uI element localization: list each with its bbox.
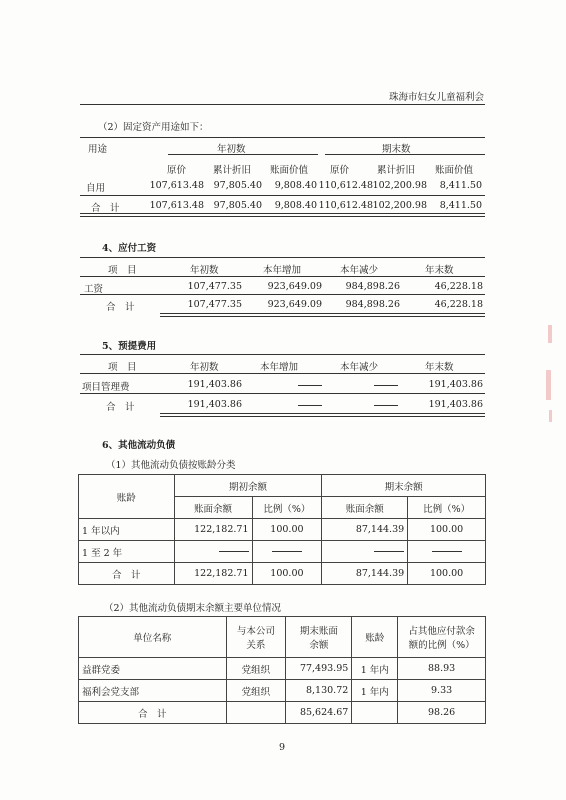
unit-h-name: 单位名称 (79, 617, 227, 658)
unit-h-pct (398, 617, 486, 658)
s4-h-inc: 本年增加 (263, 265, 302, 276)
s5-bottom-rule (160, 413, 485, 417)
fixed-cell: 9,808.40 (274, 200, 317, 211)
fixed-cell: 97,805.40 (213, 180, 262, 191)
s4-cell: 923,649.09 (267, 299, 322, 310)
fixed-assets-title: （2）固定资产用途如下： (98, 122, 209, 133)
section-6-sub1: （1）其他流动负债按账龄分类 (106, 460, 236, 471)
s4-bottom-rule (160, 313, 485, 317)
unit-age: 1 年内 (352, 680, 398, 702)
unit-age (352, 702, 398, 724)
fixed-bottom-rule (80, 213, 485, 217)
aging-h-age: 账龄 (79, 475, 175, 519)
s4-h-begin: 年初数 (190, 265, 219, 276)
aging-table (78, 474, 486, 585)
unit-h-bal-2: 余额 (309, 640, 329, 651)
fixed-begin-underline (168, 154, 318, 155)
s4-top-rule (80, 257, 485, 258)
aging-total-label: 合 计 (79, 563, 175, 585)
table-row (79, 680, 486, 702)
aging-dash (408, 541, 486, 563)
fixed-cell: 110,612.48 (318, 180, 373, 191)
aging-h-end: 期末余额 (322, 475, 486, 497)
fixed-total-label: 合 计 (91, 203, 120, 214)
fixed-cell: 102,200.98 (372, 180, 427, 191)
s5-cell: 191,403.86 (428, 379, 483, 390)
fixed-cell: 107,613.48 (149, 180, 204, 191)
unit-table (78, 616, 486, 724)
s5-cell: 191,403.86 (187, 379, 242, 390)
fixed-begin-header: 年初数 (217, 144, 246, 155)
unit-bal: 77,493.95 (286, 658, 352, 680)
s4-h-item: 项 目 (108, 265, 137, 276)
unit-rel: 党组织 (226, 658, 286, 680)
unit-pct: 98.26 (398, 702, 486, 724)
table-row (79, 519, 486, 541)
s4-h-end: 年末数 (425, 265, 454, 276)
fixed-cell: 107,613.48 (149, 200, 204, 211)
table-row (79, 658, 486, 680)
aging-cell: 122,182.71 (174, 563, 252, 585)
aging-row-label: 1 至 2 年 (79, 541, 175, 563)
s4-mid-rule (80, 294, 485, 295)
s4-total-label: 合 计 (106, 302, 135, 313)
s4-cell: 984,898.26 (345, 281, 400, 292)
s5-row-label: 项目管理费 (82, 382, 130, 393)
aging-cell: 100.00 (408, 563, 486, 585)
stamp-edge-mark (546, 370, 551, 400)
s4-h-dec: 本年减少 (340, 265, 379, 276)
unit-h-pct-1: 占其他应付款余 (408, 626, 475, 637)
aging-h-pct: 比例（%） (252, 497, 322, 519)
fixed-cell: 9,808.40 (274, 180, 317, 191)
fixed-row-label: 自用 (86, 183, 106, 194)
s5-h-dec: 本年减少 (340, 362, 379, 373)
s4-cell: 923,649.09 (267, 281, 322, 292)
header-org: 珠海市妇女儿童福利会 (388, 92, 484, 103)
table-row (79, 541, 486, 563)
unit-rel: 党组织 (226, 680, 286, 702)
unit-h-rel-2: 关系 (246, 640, 266, 651)
unit-pct: 9.33 (398, 680, 486, 702)
s4-cell: 46,228.18 (434, 299, 483, 310)
aging-cell: 100.00 (252, 519, 322, 541)
fixed-end-header: 期末数 (382, 144, 411, 155)
s5-h-inc: 本年增加 (260, 362, 299, 373)
page-number: 9 (279, 742, 286, 753)
s5-cell: 191,403.86 (187, 399, 242, 410)
aging-dash (322, 541, 408, 563)
s4-cell: 107,477.35 (187, 281, 242, 292)
s5-h-item: 项 目 (108, 362, 137, 373)
fixed-usage-header: 用途 (88, 144, 108, 155)
fixed-top-rule (80, 137, 485, 138)
section-6-sub2: （2）其他流动负债期末余额主要单位情况 (104, 603, 282, 614)
unit-name: 福利会党支部 (79, 680, 227, 702)
fixed-cell: 110,612.48 (318, 200, 373, 211)
s4-cell: 984,898.26 (345, 299, 400, 310)
s5-top-rule (80, 354, 485, 355)
aging-h-amt: 账面余额 (322, 497, 408, 519)
aging-dash (252, 541, 322, 563)
fixed-mid-rule (80, 195, 485, 196)
s5-dash (374, 385, 398, 386)
fixed-col-orig-begin: 原价 (167, 165, 187, 176)
unit-bal: 85,624.67 (286, 702, 352, 724)
fixed-cell: 8,411.50 (439, 200, 482, 211)
section-6-title: 6、其他流动负债 (102, 440, 176, 451)
unit-name: 益群党委 (79, 658, 227, 680)
fixed-end-underline (325, 154, 485, 155)
s5-head-rule (80, 373, 485, 374)
aging-cell: 100.00 (408, 519, 486, 541)
s5-dash (298, 405, 322, 406)
aging-row-label: 1 年以内 (79, 519, 175, 541)
unit-h-rel (226, 617, 286, 658)
unit-h-rel-1: 与本公司 (236, 626, 275, 637)
aging-cell: 87,144.39 (322, 519, 408, 541)
unit-bal: 8,130.72 (286, 680, 352, 702)
unit-total-label: 合 计 (79, 702, 227, 724)
aging-h-amt: 账面余额 (174, 497, 252, 519)
fixed-cell: 8,411.50 (439, 180, 482, 191)
fixed-col-dep-end: 累计折旧 (377, 165, 416, 176)
s4-cell: 46,228.18 (434, 281, 483, 292)
s5-h-end: 年末数 (425, 362, 454, 373)
unit-pct: 88.93 (398, 658, 486, 680)
section-4-title: 4、应付工资 (102, 243, 157, 254)
s5-total-label: 合 计 (106, 402, 135, 413)
fixed-col-orig-end: 原价 (330, 165, 350, 176)
aging-cell: 122,182.71 (174, 519, 252, 541)
stamp-edge-mark (548, 325, 552, 343)
unit-h-bal-1: 期末账面 (299, 626, 338, 637)
unit-rel (226, 702, 286, 724)
aging-h-begin: 期初余额 (174, 475, 322, 497)
aging-h-pct: 比例（%） (408, 497, 486, 519)
s4-cell: 107,477.35 (187, 299, 242, 310)
table-row (79, 563, 486, 585)
table-row (79, 702, 486, 724)
unit-h-bal (286, 617, 352, 658)
fixed-cell: 97,805.40 (213, 200, 262, 211)
aging-dash (174, 541, 252, 563)
s5-dash (374, 405, 398, 406)
section-5-title: 5、预提费用 (102, 341, 157, 352)
s5-mid-rule (80, 393, 485, 394)
s4-head-rule (80, 276, 485, 277)
unit-h-pct-2: 额的比例（%） (408, 640, 475, 651)
s5-cell: 191,403.86 (428, 399, 483, 410)
s5-dash (298, 385, 322, 386)
unit-h-age: 账龄 (352, 617, 398, 658)
aging-cell: 87,144.39 (322, 563, 408, 585)
s5-h-begin: 年初数 (190, 362, 219, 373)
fixed-cell: 102,200.98 (372, 200, 427, 211)
fixed-col-book-begin: 账面价值 (270, 165, 309, 176)
stamp-edge-mark (549, 410, 552, 422)
fixed-col-book-end: 账面价值 (435, 165, 474, 176)
aging-cell: 100.00 (252, 563, 322, 585)
header-rule (80, 104, 485, 105)
fixed-col-dep-begin: 累计折旧 (213, 165, 252, 176)
s4-row-label: 工资 (84, 284, 104, 295)
unit-age: 1 年内 (352, 658, 398, 680)
